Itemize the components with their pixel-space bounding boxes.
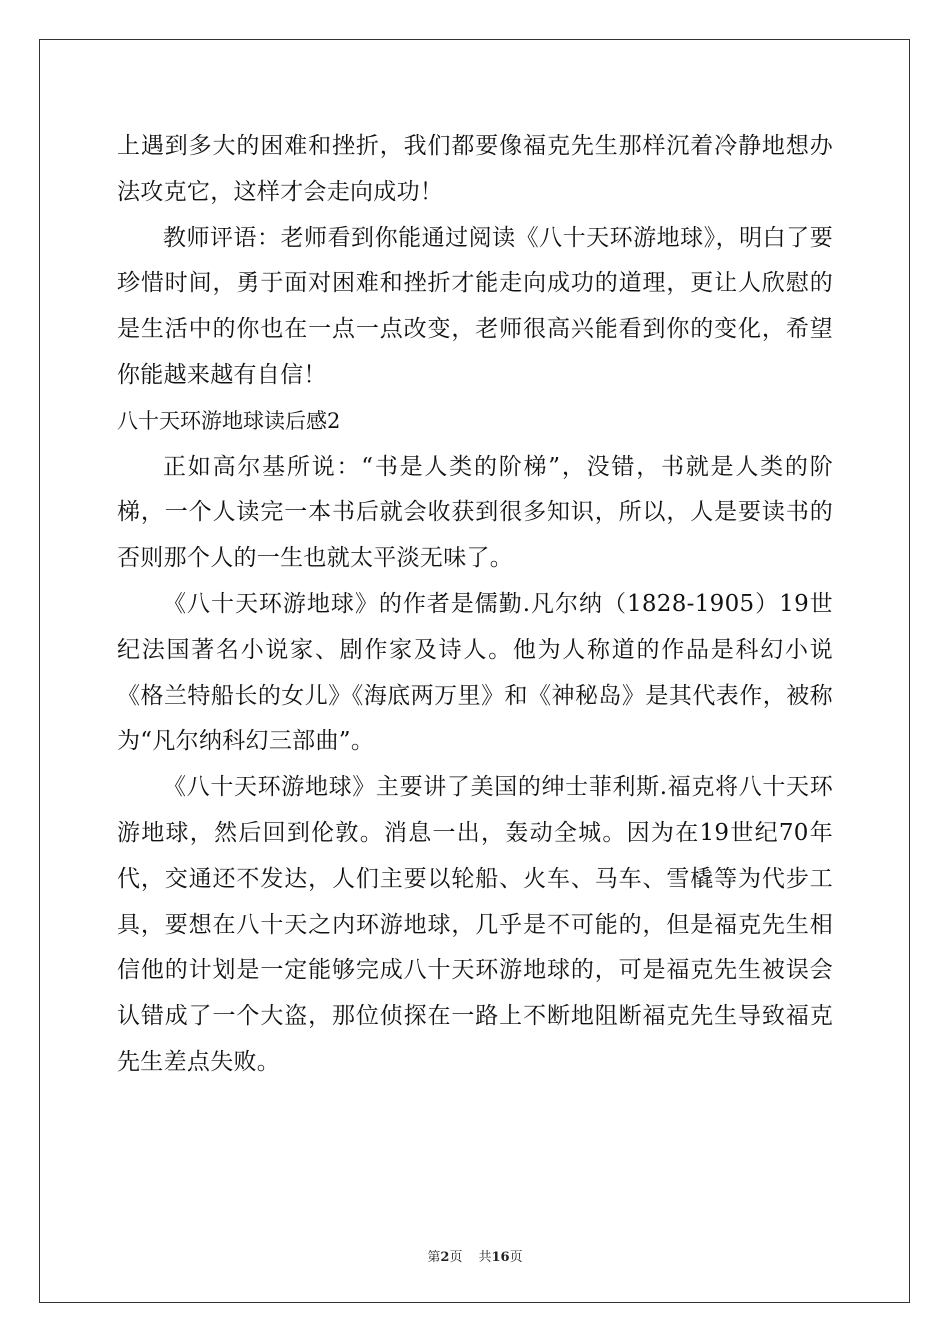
total-suffix: 页 <box>509 1250 523 1265</box>
total-prefix: 共 <box>478 1250 492 1265</box>
paragraph-story-summary: 《八十天环游地球》主要讲了美国的绅士菲利斯.福克将八十天环游地球，然后回到伦敦。消息一出，轰动全城。因为在19世纪70年代，交通还不发达，人们主要以轮船、火车、马车、雪橇等为代步工具，要想在八十天之内环游地球，几乎是不可能的，但是福克先生相信他的计划是一定能够完成八十天环游地球的，可是福克先生被误会认错成了一个大盗，那位侦探在一路上不断地阻断福克先生导致福克先生差点失败。 <box>117 774 833 1075</box>
page-footer <box>0 1246 950 1265</box>
page-number: 2 <box>440 1250 450 1265</box>
total-pages: 16 <box>491 1250 510 1265</box>
page-prefix: 第 <box>427 1250 441 1265</box>
paragraph-gorky-quote: 正如高尔基所说：“书是人类的阶梯”，没错，书就是人类的阶梯，一个人读完一本书后就会收获到很多知识，所以，人是要读书的否则那个人的一生也就太平淡无味了。 <box>117 453 833 572</box>
section-heading: 八十天环游地球读后感2 <box>117 408 341 433</box>
paragraph-continuation: 上遇到多大的困难和挫折，我们都要像福克先生那样沉着冷静地想办法攻克它，这样才会走向成功！ <box>117 133 833 205</box>
paragraph-teacher-comment: 教师评语：老师看到你能通过阅读《八十天环游地球》，明白了要珍惜时间，勇于面对困难和挫折才能走向成功的道理，更让人欣慰的是生活中的你也在一点一点改变，老师很高兴能看到你的变化，希望你能越来越有自信！ <box>117 224 833 388</box>
page-suffix: 页 <box>449 1250 463 1265</box>
document-body <box>117 124 833 1086</box>
paragraph-author-intro: 《八十天环游地球》的作者是儒勤.凡尔纳（1828-1905）19世纪法国著名小说家、剧作家及诗人。他为人称道的作品是科幻小说《格兰特船长的女儿》《海底两万里》和《神秘岛》是其代表作，被称为“凡尔纳科幻三部曲”。 <box>117 590 833 755</box>
